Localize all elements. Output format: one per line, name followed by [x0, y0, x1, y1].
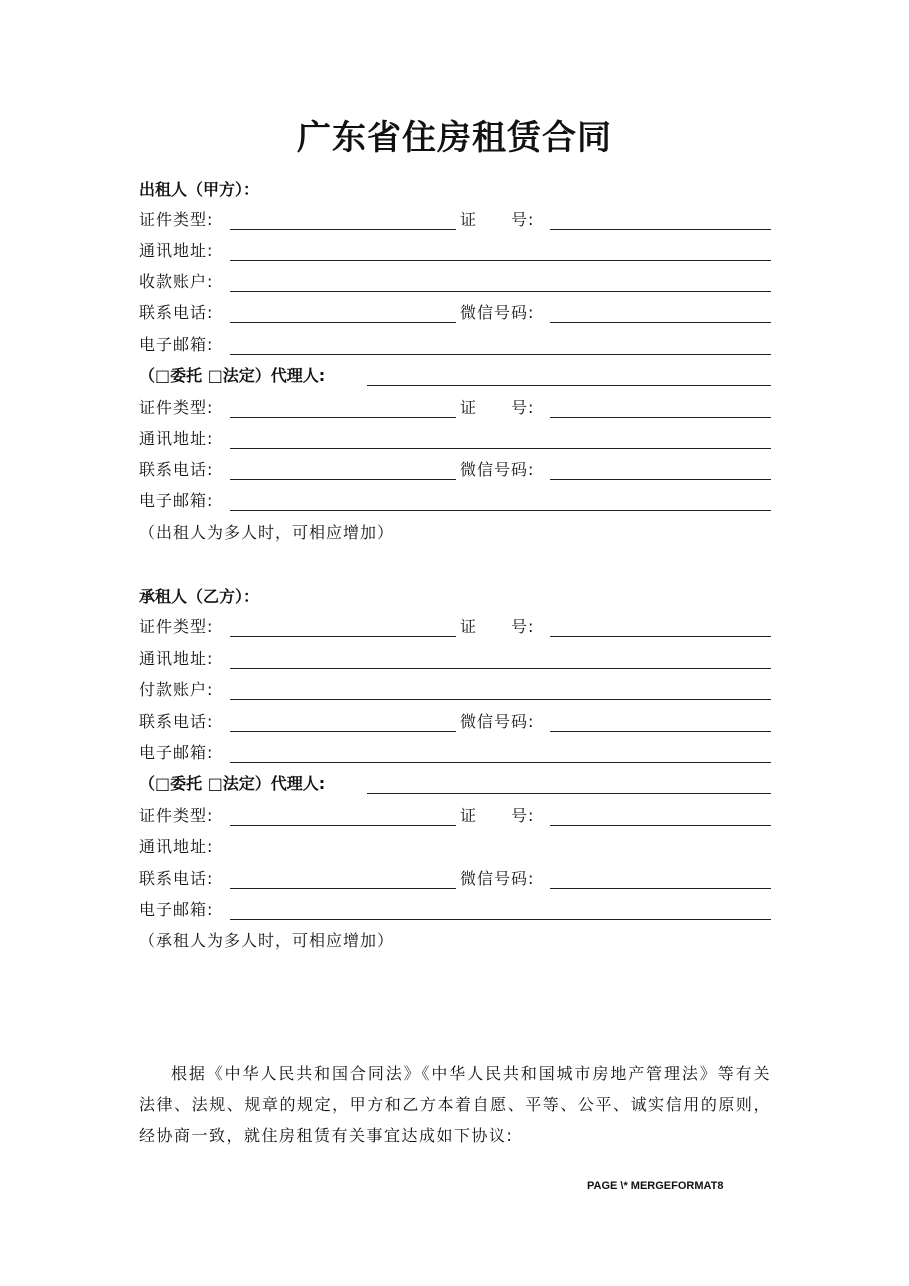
lessor-agent-heading: （□委托 □法定）代理人: — [139, 366, 326, 385]
lessee-agent-address-label: 通讯地址: — [139, 837, 214, 856]
lessee-agent-phone-label: 联系电话: — [139, 869, 214, 888]
lessor-note: （出租人为多人时，可相应增加） — [139, 523, 395, 542]
lessor-heading-row — [139, 178, 771, 202]
lessee-account-field[interactable] — [230, 699, 771, 700]
lessor-email-row — [139, 333, 771, 357]
lessee-email-row — [139, 741, 771, 765]
lessee-agent-id-type-field[interactable] — [230, 825, 456, 826]
lessee-agent-id-row — [139, 804, 771, 828]
lessee-heading-row — [139, 585, 771, 609]
lessor-phone-row — [139, 301, 771, 325]
lessor-address-field[interactable] — [230, 260, 771, 261]
lessee-phone-label: 联系电话: — [139, 712, 214, 731]
lessee-agent-id-no-field[interactable] — [550, 825, 771, 826]
lessor-agent-address-field[interactable] — [230, 448, 771, 449]
lessee-agent-name-field[interactable] — [367, 793, 771, 794]
lessee-id-type-field[interactable] — [230, 636, 456, 637]
lessor-account-field[interactable] — [230, 291, 771, 292]
lessee-id-no-label: 证 号: — [460, 617, 535, 636]
lessee-agent-phone-row — [139, 867, 771, 891]
lessor-agent-phone-field[interactable] — [230, 479, 456, 480]
lessee-agent-phone-field[interactable] — [230, 888, 456, 889]
lessee-agent-id-no-label: 证 号: — [460, 806, 535, 825]
lessor-phone-field[interactable] — [230, 322, 456, 323]
lessor-address-row — [139, 239, 771, 263]
lessor-id-type-label: 证件类型: — [139, 210, 214, 229]
lessee-wechat-field[interactable] — [550, 731, 771, 732]
lessor-id-no-label: 证 号: — [460, 210, 535, 229]
lessee-agent-wechat-field[interactable] — [550, 888, 771, 889]
lessor-phone-label: 联系电话: — [139, 303, 214, 322]
lessee-wechat-label: 微信号码: — [460, 712, 535, 731]
lessee-id-no-field[interactable] — [550, 636, 771, 637]
lessee-email-field[interactable] — [230, 762, 771, 763]
lessee-agent-email-label: 电子邮箱: — [139, 900, 214, 919]
lessor-agent-id-row — [139, 396, 771, 420]
lessor-wechat-field[interactable] — [550, 322, 771, 323]
lessor-agent-email-label: 电子邮箱: — [139, 491, 214, 510]
lessor-agent-id-type-field[interactable] — [230, 417, 456, 418]
lessee-address-field[interactable] — [230, 668, 771, 669]
lessor-agent-phone-label: 联系电话: — [139, 460, 214, 479]
lessor-agent-heading-row — [139, 364, 771, 388]
lessor-agent-wechat-label: 微信号码: — [460, 460, 535, 479]
page-footer-field-code: PAGE \* MERGEFORMAT8 — [587, 1180, 724, 1192]
lessee-phone-field[interactable] — [230, 731, 456, 732]
lessor-note-row — [139, 521, 771, 545]
lessee-address-label: 通讯地址: — [139, 649, 214, 668]
lessee-agent-address-row — [139, 835, 771, 859]
lessor-agent-id-type-label: 证件类型: — [139, 398, 214, 417]
lessee-agent-wechat-label: 微信号码: — [460, 869, 535, 888]
lessor-email-label: 电子邮箱: — [139, 335, 214, 354]
lessee-agent-email-row — [139, 898, 771, 922]
lessor-agent-phone-row — [139, 458, 771, 482]
lessee-account-row — [139, 678, 771, 702]
lessor-agent-id-no-label: 证 号: — [460, 398, 535, 417]
lessor-id-no-field[interactable] — [550, 229, 771, 230]
document-title: 广东省住房租赁合同 — [297, 118, 612, 158]
lessee-agent-heading-row — [139, 772, 771, 796]
lessor-address-label: 通讯地址: — [139, 241, 214, 260]
lessee-phone-row — [139, 710, 771, 734]
preamble-paragraph: 根据《中华人民共和国合同法》《中华人民共和国城市房地产管理法》等有关法律、法规、规章的规定，甲方和乙方本着自愿、平等、公平、诚实信用的原则，经协商一致，就住房租赁有关事宜达成如下协议: — [139, 1064, 771, 1145]
lessor-id-row — [139, 208, 771, 232]
lessor-agent-id-no-field[interactable] — [550, 417, 771, 418]
lessee-agent-heading: （□委托 □法定）代理人: — [139, 774, 326, 793]
lessor-agent-name-field[interactable] — [367, 385, 771, 386]
lessee-note: （承租人为多人时，可相应增加） — [139, 931, 395, 950]
lessor-email-field[interactable] — [230, 354, 771, 355]
lessor-wechat-label: 微信号码: — [460, 303, 535, 322]
lessor-agent-email-field[interactable] — [230, 510, 771, 511]
lessor-agent-email-row — [139, 489, 771, 513]
lessor-account-row — [139, 270, 771, 294]
lessee-agent-id-type-label: 证件类型: — [139, 806, 214, 825]
lessee-email-label: 电子邮箱: — [139, 743, 214, 762]
lessee-id-row — [139, 615, 771, 639]
lessor-agent-wechat-field[interactable] — [550, 479, 771, 480]
lessee-account-label: 付款账户: — [139, 680, 214, 699]
lessee-note-row — [139, 929, 771, 953]
lessor-agent-address-row — [139, 427, 771, 451]
lessee-id-type-label: 证件类型: — [139, 617, 214, 636]
lessor-heading: 出租人（甲方）： — [139, 180, 260, 199]
lessor-account-label: 收款账户: — [139, 272, 214, 291]
lessor-agent-address-label: 通讯地址: — [139, 429, 214, 448]
lessee-heading: 承租人（乙方）： — [139, 587, 260, 606]
lessee-agent-email-field[interactable] — [230, 919, 771, 920]
lessor-id-type-field[interactable] — [230, 229, 456, 230]
lessee-address-row — [139, 647, 771, 671]
